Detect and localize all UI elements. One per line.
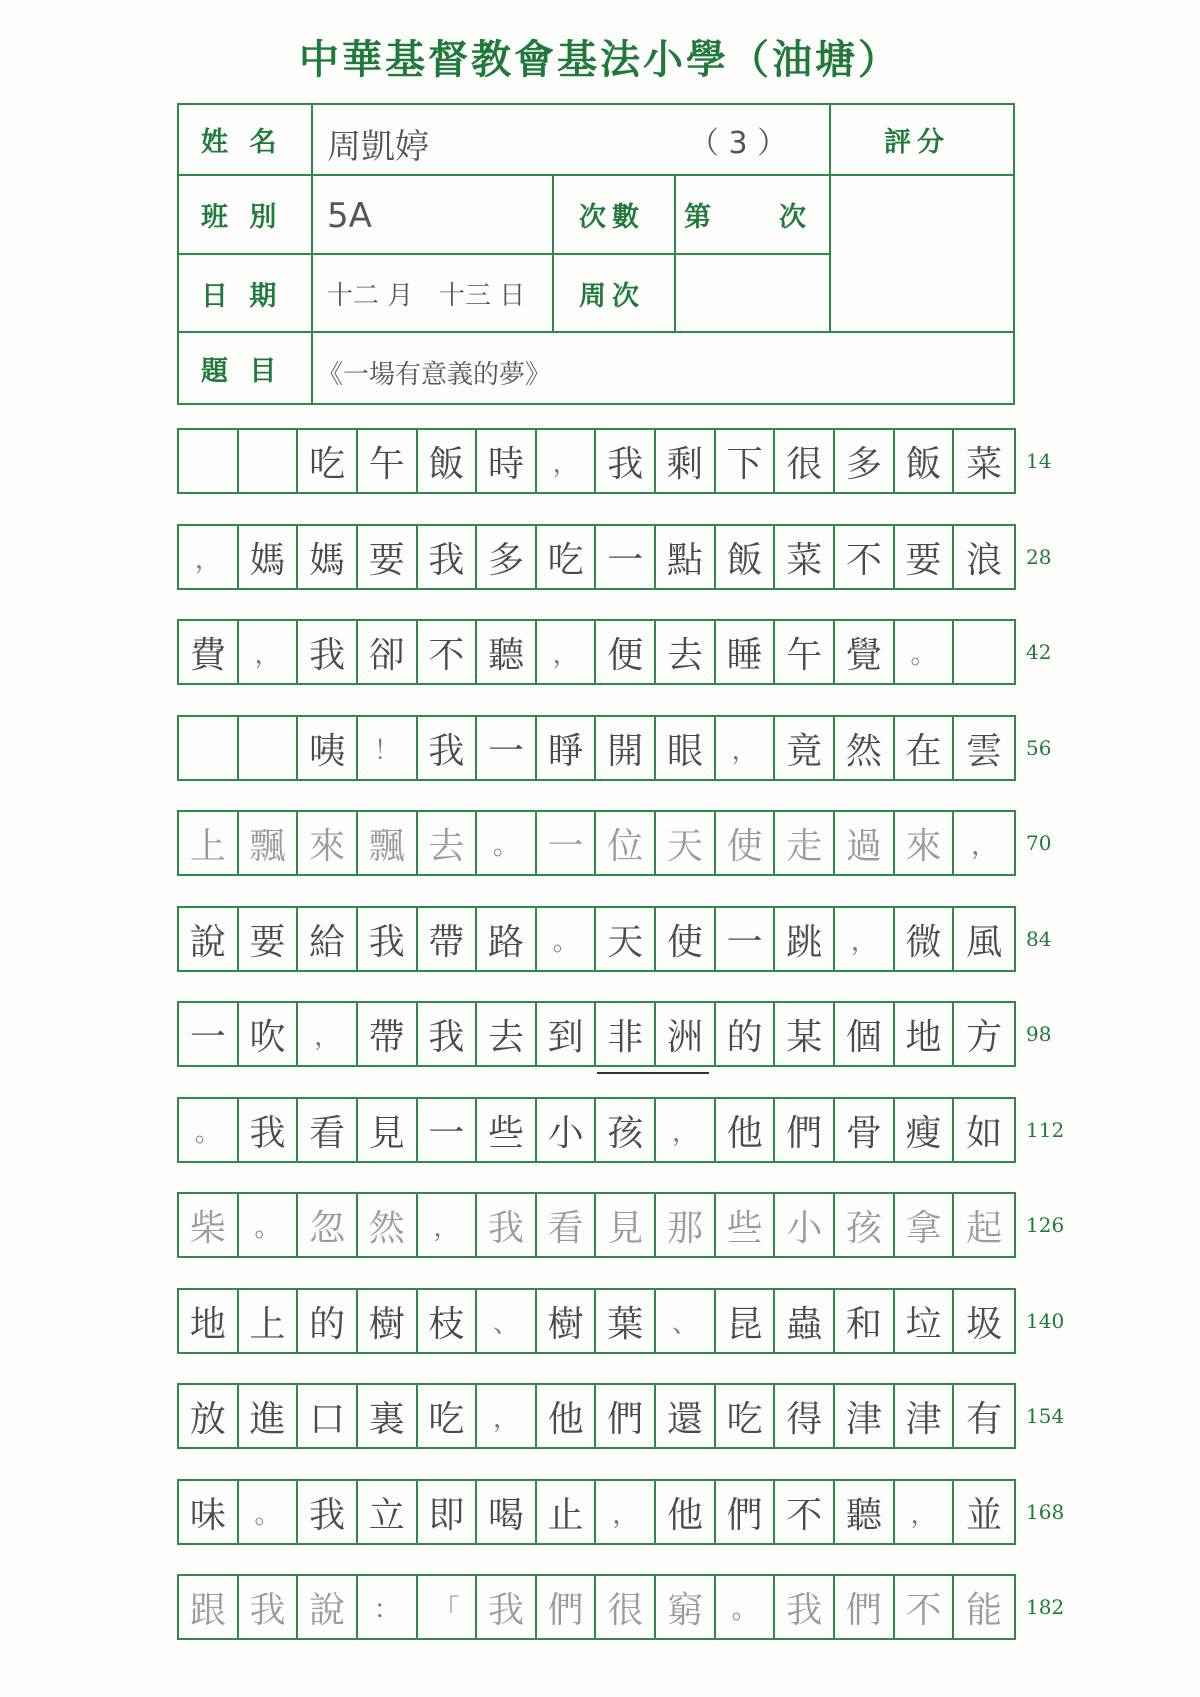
grid-cell: 樹 (358, 1290, 418, 1352)
grid-row (177, 428, 1016, 494)
grid-row (177, 1192, 1016, 1258)
grid-cell: 們 (716, 1481, 776, 1543)
grid-cell: 菜 (775, 526, 835, 588)
grid-cell: 小 (537, 1099, 597, 1161)
grid-cell: 吃 (298, 430, 358, 492)
grid-cell: 午 (775, 621, 835, 683)
grid-cell: 非 (596, 1003, 656, 1065)
grid-cell: 樹 (537, 1290, 597, 1352)
character-count: 112 (1026, 1118, 1065, 1142)
grid-cell: 他 (537, 1385, 597, 1447)
grid-cell: 立 (358, 1481, 418, 1543)
grid-cell: 開 (596, 717, 656, 779)
grid-cell: 蟲 (775, 1290, 835, 1352)
grid-cell: 孩 (596, 1099, 656, 1161)
grid-row (177, 524, 1016, 590)
grid-cell: 時 (477, 430, 537, 492)
date-label: 日 期 (201, 280, 283, 312)
grid-cell: 一 (716, 908, 776, 970)
grid-cell: 我 (418, 526, 478, 588)
grid-cell: 費 (179, 621, 239, 683)
character-count: 28 (1026, 545, 1052, 569)
student-class: 5A (327, 195, 372, 236)
grid-cell: 。 (895, 621, 955, 683)
grid-cell: 起 (966, 1207, 1003, 1249)
grid-cell: ， (537, 621, 597, 683)
grid-cell (239, 430, 299, 492)
grid-cell: 要 (239, 908, 299, 970)
grid-cell: 說 (298, 1576, 358, 1638)
grid-cell: 們 (596, 1385, 656, 1447)
grid-row (177, 810, 1016, 876)
grid-cell (179, 717, 239, 779)
grid-cell: 骨 (835, 1099, 895, 1161)
grid-cell: 多 (477, 526, 537, 588)
grid-cell: ， (656, 1099, 716, 1161)
grid-cell: ， (179, 526, 239, 588)
character-count: 168 (1026, 1500, 1065, 1524)
grid-cell: 在 (895, 717, 955, 779)
grid-cell: 枝 (418, 1290, 478, 1352)
grid-cell: 、 (477, 1290, 537, 1352)
grid-cell: 瘦 (895, 1099, 955, 1161)
grid-cell: 菜 (966, 443, 1003, 485)
grid-cell: 小 (775, 1194, 835, 1256)
class-number: （ 3 ） (689, 125, 788, 161)
grid-cell: 說 (179, 908, 239, 970)
grid-cell (954, 621, 1014, 683)
grid-cell: 見 (596, 1194, 656, 1256)
grid-cell: 我 (239, 1576, 299, 1638)
grid-cell: 的 (716, 1003, 776, 1065)
grid-cell: 使 (656, 908, 716, 970)
grid-cell: 飯 (418, 430, 478, 492)
grid-cell: 某 (775, 1003, 835, 1065)
grid-cell: 洲 (656, 1003, 716, 1065)
grid-cell: 飄 (358, 812, 418, 874)
grid-cell: 垃 (895, 1290, 955, 1352)
grid-cell: 飯 (895, 430, 955, 492)
grid-row (177, 1574, 1016, 1640)
grid-cell: 裏 (358, 1385, 418, 1447)
grid-cell: ！ (358, 717, 418, 779)
grid-cell: 圾 (966, 1303, 1003, 1345)
grid-cell: 咦 (298, 717, 358, 779)
grid-cell: 味 (179, 1481, 239, 1543)
grid-cell: 。 (239, 1481, 299, 1543)
grid-cell: 拿 (895, 1194, 955, 1256)
grid-cell: 地 (179, 1290, 239, 1352)
grid-cell: 止 (537, 1481, 597, 1543)
grid-cell: 媽 (239, 526, 299, 588)
grid-cell: 便 (596, 621, 656, 683)
grid-cell: 雲 (966, 730, 1003, 772)
grid-cell: 津 (835, 1385, 895, 1447)
grid-row (177, 715, 1016, 781)
grid-cell: 走 (775, 812, 835, 874)
grid-cell: 不 (895, 1576, 955, 1638)
info-table (177, 103, 1015, 405)
grid-cell: 跳 (775, 908, 835, 970)
grid-cell: 下 (716, 430, 776, 492)
character-count: 42 (1026, 640, 1052, 664)
grid-cell: 去 (418, 812, 478, 874)
grid-cell: 到 (537, 1003, 597, 1065)
grid-cell: 一 (179, 1003, 239, 1065)
grid-cell: 有 (966, 1398, 1003, 1440)
grid-cell: ， (596, 1481, 656, 1543)
grid-cell: ： (358, 1576, 418, 1638)
name-label: 姓 名 (201, 127, 283, 158)
grid-cell: 個 (835, 1003, 895, 1065)
grid-cell: 。 (537, 908, 597, 970)
grid-cell: 吃 (716, 1385, 776, 1447)
grid-cell: 過 (835, 812, 895, 874)
grid-cell: 睡 (716, 621, 776, 683)
grid-row (177, 1001, 1016, 1067)
grid-cell: 些 (716, 1194, 776, 1256)
grid-cell: 我 (477, 1194, 537, 1256)
grid-cell: 們 (835, 1576, 895, 1638)
info-rule (311, 105, 313, 403)
grid-cell: 孩 (835, 1194, 895, 1256)
date-day: 十三 日 (439, 280, 526, 311)
grid-cell: 上 (239, 1290, 299, 1352)
topic-label: 題 目 (201, 355, 283, 387)
grid-cell: 來 (298, 812, 358, 874)
school-title: 中華基督教會基法小學（油塘） (299, 36, 901, 83)
grid-cell: 上 (179, 812, 239, 874)
info-rule (831, 174, 1015, 176)
grid-cell: 剩 (656, 430, 716, 492)
grid-cell: 我 (298, 621, 358, 683)
grid-cell: 忽 (298, 1194, 358, 1256)
grid-cell (179, 430, 239, 492)
grid-row (177, 1479, 1016, 1545)
grid-cell: 不 (835, 526, 895, 588)
grid-cell: 去 (477, 1003, 537, 1065)
character-count: 70 (1026, 831, 1052, 855)
grid-cell: 地 (895, 1003, 955, 1065)
grid-cell: 我 (358, 908, 418, 970)
grid-cell: 。 (239, 1194, 299, 1256)
grid-cell: 路 (477, 908, 537, 970)
grid-cell: 我 (239, 1099, 299, 1161)
grid-cell: 津 (895, 1385, 955, 1447)
proper-noun-underline (597, 1072, 709, 1074)
grid-cell: 們 (537, 1576, 597, 1638)
grid-cell: 喝 (477, 1481, 537, 1543)
grid-cell: 多 (835, 430, 895, 492)
grid-cell: 然 (835, 717, 895, 779)
grid-cell: 媽 (298, 526, 358, 588)
grid-cell: 我 (596, 430, 656, 492)
grid-cell: 帶 (358, 1003, 418, 1065)
grid-row (177, 1383, 1016, 1449)
grid-cell: 給 (298, 908, 358, 970)
grid-cell: 我 (477, 1576, 537, 1638)
grid-cell: 。 (179, 1099, 239, 1161)
student-name: 周凱婷 (327, 127, 429, 167)
grid-cell: 吹 (239, 1003, 299, 1065)
attempt-label: 次數 (579, 202, 645, 233)
grid-cell: 睜 (537, 717, 597, 779)
grid-cell: 一 (418, 1099, 478, 1161)
grid-cell (239, 717, 299, 779)
character-count: 98 (1026, 1022, 1052, 1046)
grid-cell: 葉 (596, 1290, 656, 1352)
character-count: 126 (1026, 1213, 1065, 1237)
grid-cell: 竟 (775, 717, 835, 779)
grid-cell: 看 (537, 1194, 597, 1256)
grid-cell: ， (716, 717, 776, 779)
grid-cell: 聽 (477, 621, 537, 683)
grid-cell: 進 (239, 1385, 299, 1447)
grid-cell: ， (835, 908, 895, 970)
grid-cell: 方 (966, 1016, 1003, 1058)
grid-cell: 。 (716, 1576, 776, 1638)
essay-topic: 《一場有意義的夢》 (317, 359, 552, 390)
grid-cell: ， (298, 1003, 358, 1065)
grid-cell: 一 (477, 717, 537, 779)
grid-cell: 還 (656, 1385, 716, 1447)
grid-cell: 柴 (179, 1194, 239, 1256)
grid-cell: ， (477, 1385, 537, 1447)
grid-cell: 很 (596, 1576, 656, 1638)
grid-cell: 和 (835, 1290, 895, 1352)
grid-cell: 點 (656, 526, 716, 588)
grid-cell: 使 (716, 812, 776, 874)
grid-cell: 聽 (835, 1481, 895, 1543)
grid-cell: 位 (596, 812, 656, 874)
grid-cell: 卻 (358, 621, 418, 683)
info-rule (552, 174, 554, 331)
grid-cell: 看 (298, 1099, 358, 1161)
grid-cell: 、 (656, 1290, 716, 1352)
grid-cell: 如 (966, 1112, 1003, 1154)
grid-cell: ， (971, 830, 998, 861)
grid-cell: 們 (775, 1099, 835, 1161)
class-label: 班 別 (201, 202, 283, 233)
grid-cell: 吃 (418, 1385, 478, 1447)
grid-row (177, 619, 1016, 685)
grid-cell: 放 (179, 1385, 239, 1447)
grid-cell: 並 (966, 1494, 1003, 1536)
date-month: 十二 月 (327, 280, 414, 311)
grid-cell: 我 (418, 1003, 478, 1065)
info-rule (674, 174, 676, 331)
grid-cell: 我 (418, 717, 478, 779)
attempt-suffix: 次 (779, 202, 812, 233)
grid-cell: 昆 (716, 1290, 776, 1352)
grid-cell: 飯 (716, 526, 776, 588)
character-count: 182 (1026, 1595, 1065, 1619)
grid-cell: 很 (775, 430, 835, 492)
grid-cell: 午 (358, 430, 418, 492)
week-label: 周次 (579, 280, 645, 312)
info-rule (829, 105, 831, 331)
grid-cell: 微 (895, 908, 955, 970)
grid-cell: 一 (537, 812, 597, 874)
grid-cell: 跟 (179, 1576, 239, 1638)
grid-cell: 口 (298, 1385, 358, 1447)
grid-cell: 他 (716, 1099, 776, 1161)
grid-cell: 天 (596, 908, 656, 970)
grid-cell: 。 (477, 812, 537, 874)
attempt-prefix: 第 (684, 202, 717, 233)
info-rule (179, 331, 1015, 333)
grid-cell: 要 (895, 526, 955, 588)
grid-cell: 窮 (656, 1576, 716, 1638)
grid-cell: 來 (895, 812, 955, 874)
grid-row (177, 1288, 1016, 1354)
grid-cell: 那 (656, 1194, 716, 1256)
grid-cell: 「 (418, 1576, 478, 1638)
grid-cell: 浪 (966, 539, 1003, 581)
grid-cell: 不 (775, 1481, 835, 1543)
grid-cell: 即 (418, 1481, 478, 1543)
grid-cell: 的 (298, 1290, 358, 1352)
grid-cell: 他 (656, 1481, 716, 1543)
grid-cell: 天 (656, 812, 716, 874)
character-count: 56 (1026, 736, 1052, 760)
grid-cell: 見 (358, 1099, 418, 1161)
character-count: 14 (1026, 449, 1052, 473)
grid-cell: 覺 (835, 621, 895, 683)
grid-cell: ， (418, 1194, 478, 1256)
grid-cell: 我 (298, 1481, 358, 1543)
grid-cell: 眼 (656, 717, 716, 779)
grid-cell: ， (537, 430, 597, 492)
grid-cell: 得 (775, 1385, 835, 1447)
character-count: 140 (1026, 1309, 1065, 1333)
grid-cell: 然 (358, 1194, 418, 1256)
grid-cell: ， (895, 1481, 955, 1543)
grid-cell: 風 (966, 921, 1003, 963)
character-count: 84 (1026, 927, 1052, 951)
character-count: 154 (1026, 1404, 1065, 1428)
grid-cell: 飄 (239, 812, 299, 874)
score-label: 評分 (884, 127, 950, 158)
grid-cell: 帶 (418, 908, 478, 970)
grid-row (177, 1097, 1016, 1163)
grid-cell: 要 (358, 526, 418, 588)
grid-cell: 去 (656, 621, 716, 683)
grid-row (177, 906, 1016, 972)
grid-cell: 我 (775, 1576, 835, 1638)
grid-cell: 些 (477, 1099, 537, 1161)
grid-cell: 一 (596, 526, 656, 588)
grid-cell: 不 (418, 621, 478, 683)
grid-cell: ， (239, 621, 299, 683)
grid-cell: 能 (966, 1589, 1003, 1631)
grid-cell: 吃 (537, 526, 597, 588)
